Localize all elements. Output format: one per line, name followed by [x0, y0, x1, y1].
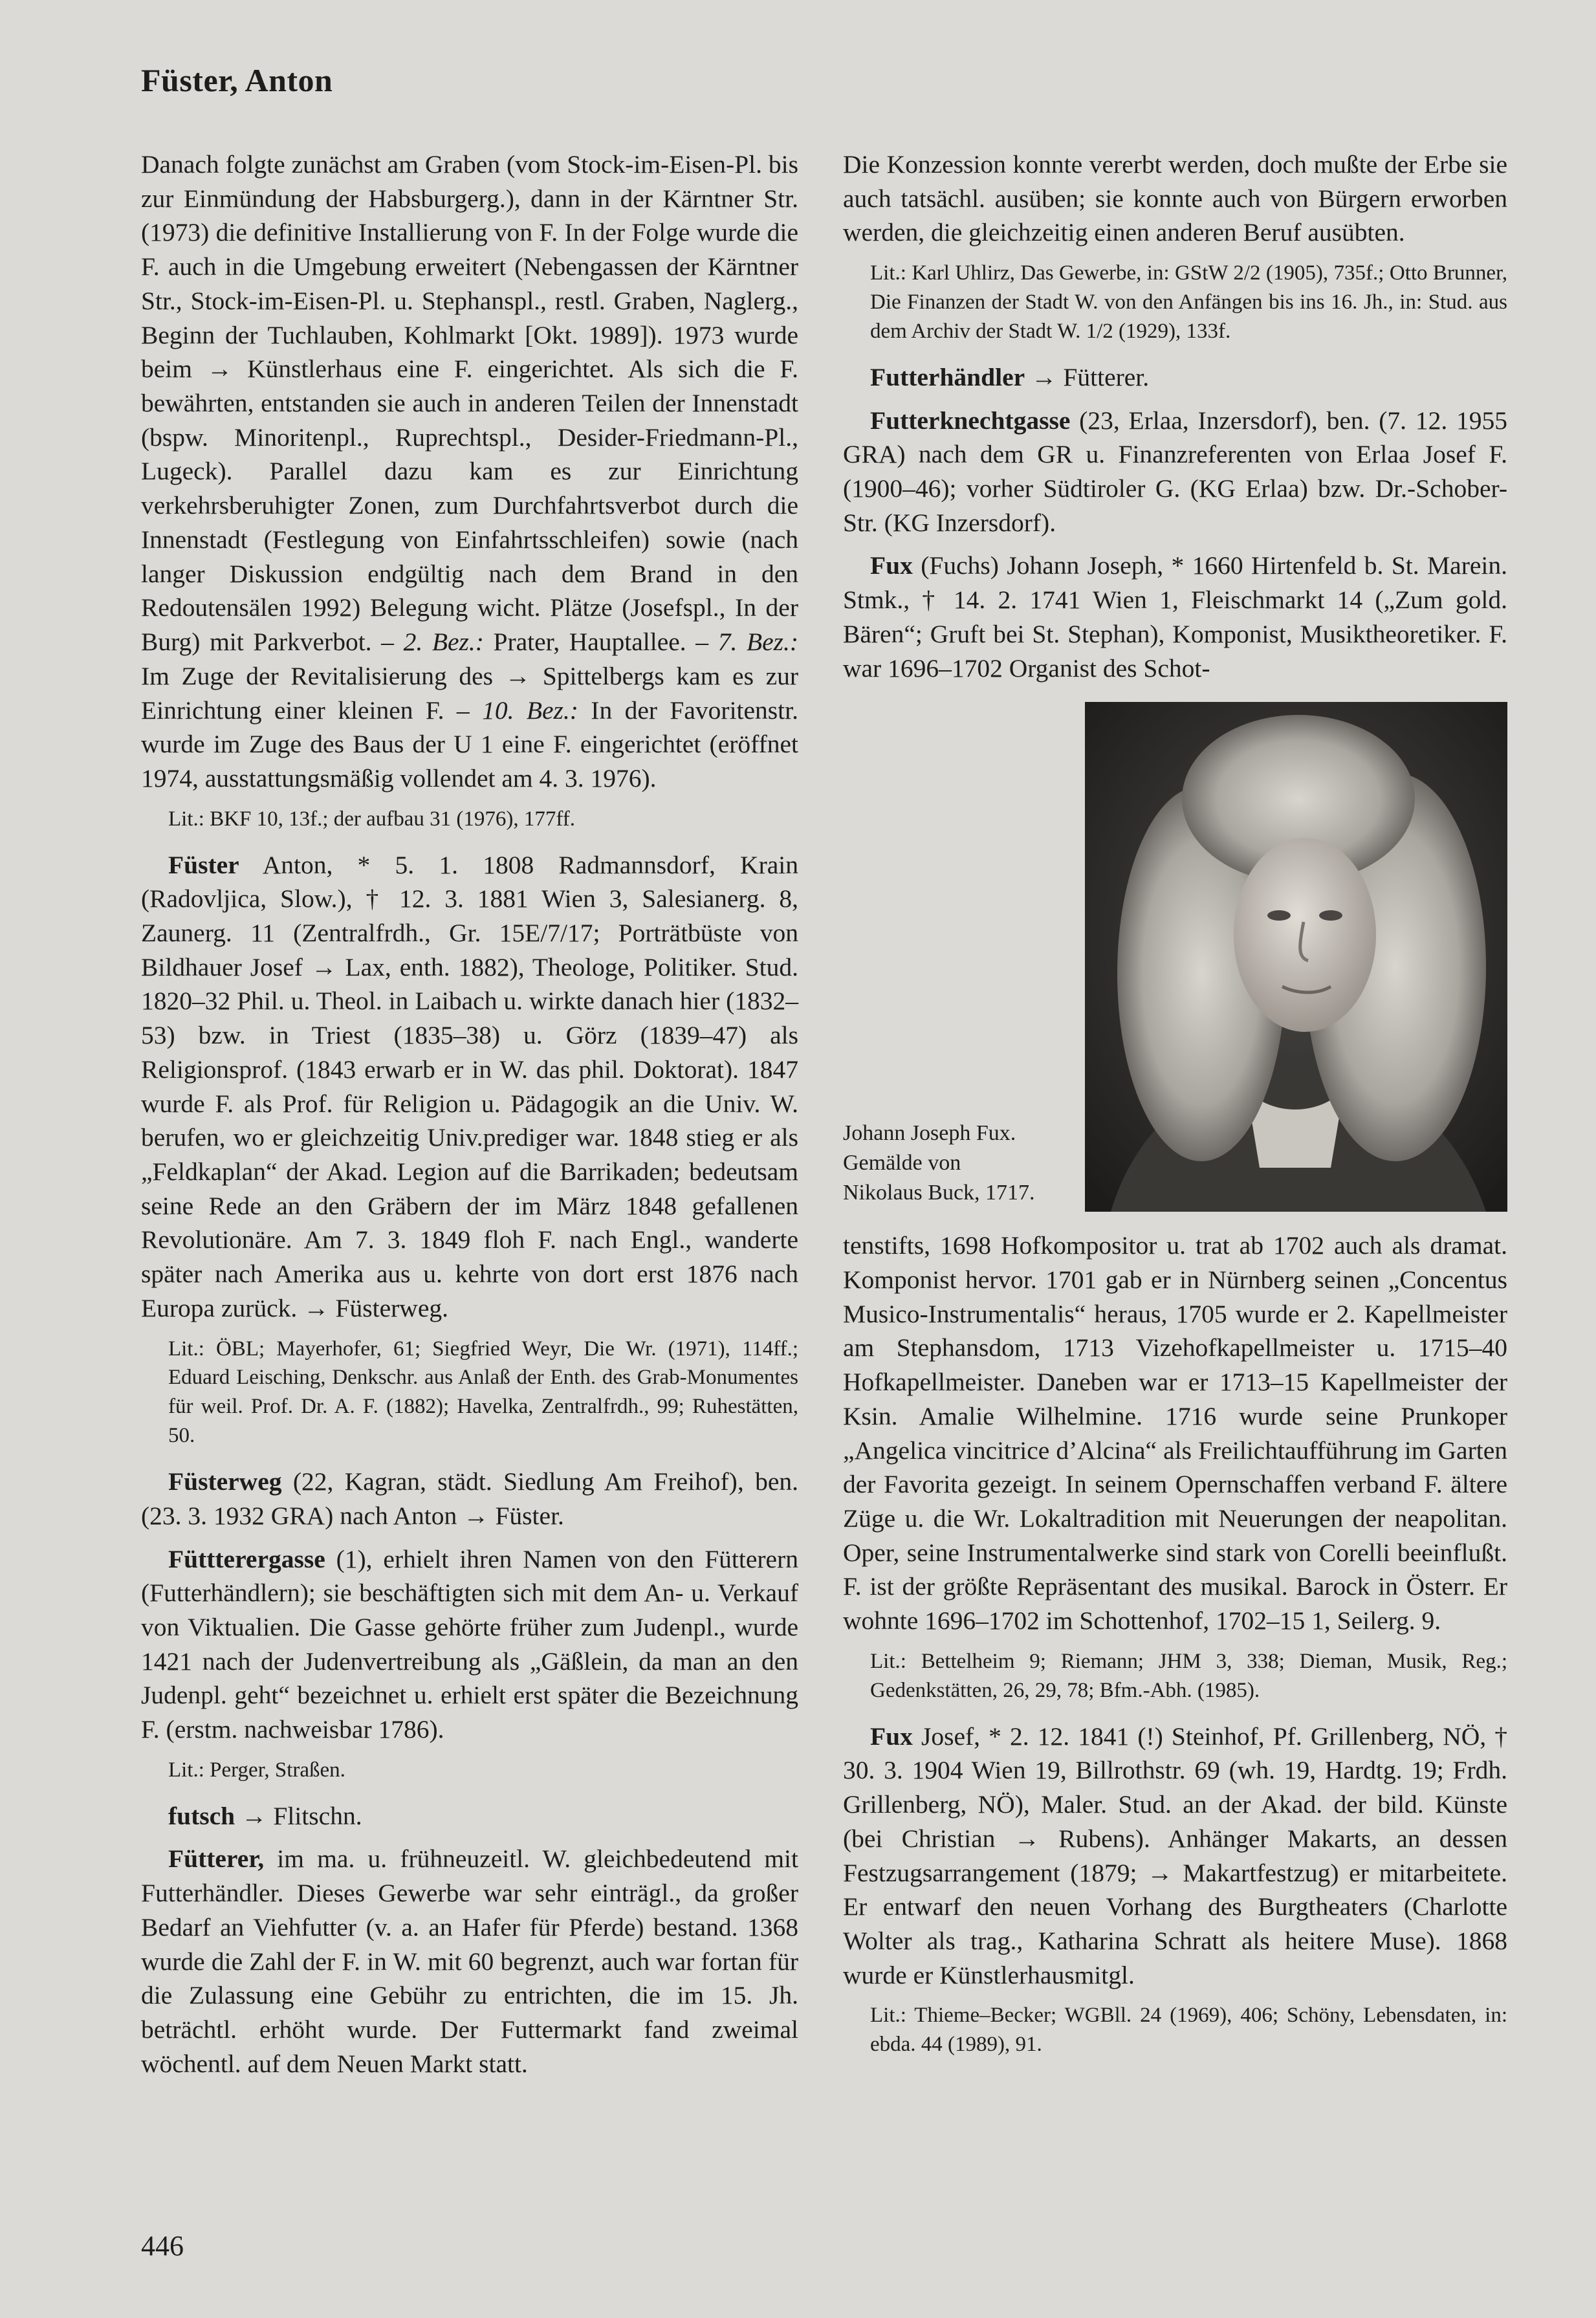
entry-fux-josef [843, 1720, 1507, 1993]
portrait-caption [843, 1119, 1073, 1212]
cross-ref-fuesterweg: Füsterweg [335, 1293, 443, 1322]
cross-ref-makartfestzug: Makartfestzug [1183, 1858, 1331, 1887]
text-run: im ma. u. frühneuzeitl. W. gleichbedeutend mit Futterhändler. Dieses Gewerbe war sehr einträgl., da großer Bedarf an Viehfutter (v. a. an Hafer für Pferde) bestand. 1368 wurde die Zahl der F. in W. mit 60 begrenzt, auch war fortan für die Zulassung eine Gebühr zu entrichten, die im 15. Jh. beträchtl. erhöht wurde. Der Futtermarkt fand zweimal wöchentl. auf dem Neuen Markt statt. [141, 1844, 798, 2078]
entry-futterhaendler [843, 360, 1507, 395]
fussgaengerzone-continuation [141, 148, 798, 796]
entry-fuetterer [141, 1842, 798, 2081]
cross-ref-arrow: → [463, 1501, 489, 1530]
text-run: eine F. eingerichtet. Als sich die F. bewährten, entstanden sie auch in anderen Teilen der Innenstadt (bspw. Minoritenpl., Ruprechtspl., Desider-Friedmann-Pl., Lugeck). Parallel dazu kam es zur Einrichtung verkehrsberuhigter Zonen, zum Durchfahrtsverbot durch die Innenstadt (Festlegung von Einfahrtsschleifen) sowie (nach langer Diskussion endgültig nach dem Brand in den Redoutensälen 1992) Belegung wicht. Plätze (Josefspl., In der Burg) mit Parkverbot. – [141, 355, 799, 657]
text-run: (23, Erlaa, Inzersdorf), ben. (7. 12. 1955 GRA) nach dem GR u. Finanzreferenten von Erlaa Josef F. (1900–46); vorher Südtiroler G. (KG Erlaa) bzw. Dr.-Schober-Str. (KG Inzersdorf). [843, 406, 1507, 537]
headword: Füttterergasse [168, 1544, 325, 1573]
caption-line: Johann Joseph Fux. [843, 1121, 1016, 1145]
headword: Füsterweg [168, 1467, 282, 1496]
cross-ref-rubens: Rubens [1058, 1824, 1135, 1853]
left-column [141, 148, 798, 2090]
text-run: Danach folgte zunächst am Graben (vom Stock-im-Eisen-Pl. bis zur Einmündung der Habsburgerg.), dann in der Kärntner Str. (1973) die definitive Installierung von F. In der Folge wurde die F. auch in die Umgebung erweitert (Nebengassen der Kärntner Str., Stock-im-Eisen-Pl. u. Stephanspl., restl. Graben, Naglerg., Beginn der Tuchlauben, Kohlmarkt [Okt. 1989]). 1973 wurde beim [141, 150, 798, 384]
text-run: , enth. 1882), Theologe, Politiker. Stud. 1820–32 Phil. u. Theol. in Laibach u. wirkte danach hier (1832–53) bzw. in Triest (1835–38) u. Görz (1839–47) als Religionsprof. (1843 erwarb er in W. das phil. Doktorat). 1847 wurde F. als Prof. für Religion u. Pädagogik an die Univ. W. berufen, wo er gleichzeitig Univ.prediger war. 1848 stieg er als „Feldkaplan“ der Akad. Legion auf die Barrikaden; bedeutsam seine Rede an den Gräbern der im März 1848 gefallenen Revolutionäre. Am 7. 3. 1849 floh F. nach Engl., wanderte später nach Amerika aus u. kehrte von dort erst 1876 nach Europa zurück. [141, 952, 798, 1322]
entry-fuester-anton [141, 848, 798, 1326]
text-run: ). Anhänger Makarts, an dessen Festzugsarrangement (1879; [843, 1824, 1508, 1887]
fux-johann-joseph-continuation: tenstifts, 1698 Hofkompositor u. trat ab 1702 auch als dramat. Komponist hervor. 1701 gab er in Nürnberg seinen „Concentus Musico-Instrumentalis“ heraus, 1705 wurde er 2. Kapellmeister am Stephansdom, 1713 Vizehofkapellmeister u. 1715–40 Hofkapellmeister. Daneben war er 1713–15 Kapellmeister der Ksin. Amalie Wilhelmine. 1716 wurde seine Prunkoper „Angelica vincitrice d’Alcina“ als Freilichtaufführung im Garten der Favorita gezeigt. In seinem Opernschaffen verband F. ältere Züge u. die Wr. Lokaltradition mit Neuerungen der neapolitan. Oper, seine Instrumentalwerke sind stark von Corelli beeinflußt. F. ist der größte Repräsentant des musikal. Barock in Österr. Er wohnte 1696–1702 im Schottenhof, 1702–15 1, Seilerg. 9. [843, 1231, 1507, 1635]
cross-ref-fuester: Füster [495, 1501, 558, 1530]
bezirk-label: 7. Bez.: [717, 628, 798, 657]
text-run: (22, Kagran, städt. Siedlung Am Freihof), ben. (23. 3. 1932 GRA) nach Anton [141, 1467, 798, 1530]
cross-ref-flitschn: Flitschn. [273, 1801, 362, 1830]
headword: Füster [168, 850, 239, 879]
cross-ref-arrow: → [505, 661, 531, 690]
headword: Fux [870, 1722, 913, 1751]
portrait-painting [1085, 702, 1507, 1212]
text-run: . [558, 1501, 564, 1530]
text-run: kam es zur Einrichtung einer kleinen F. – [141, 661, 799, 725]
cross-ref-arrow: → [241, 1801, 267, 1830]
cross-ref-arrow: → [303, 1293, 329, 1322]
right-column [843, 148, 1507, 2073]
cross-ref-arrow: → [1031, 362, 1057, 391]
text-run: In der Favoritenstr. wurde im Zuge des Baus der U 1 eine F. eingerichtet (eröffnet 1974, ausstattungsmäßig vollendet am 4. 3. 1976). [141, 695, 798, 793]
caption-line: Nikolaus Buck, 1717. [843, 1181, 1035, 1205]
literature-note: Lit.: Karl Uhlirz, Das Gewerbe, in: GStW 2/2 (1905), 735f.; Otto Brunner, Die Finanzen der Stadt W. von den Anfängen bis ins 16. Jh., in: Stud. aus dem Archiv der Stadt W. 1/2 (1929), 133f. [870, 261, 1507, 343]
bezirk-label: 10. Bez.: [482, 695, 578, 725]
literature-note: Lit.: ÖBL; Mayerhofer, 61; Siegfried Weyr, Die Wr. (1971), 114ff.; Eduard Leisching, Denkschr. aus Anlaß der Enth. des Grab-Monumentes für weil. Prof. Dr. A. F. (1882); Havelka, Zentralfrdh., 99; Ruhestätten, 50. [168, 1337, 798, 1448]
cross-ref-kuenstlerhaus: Künstlerhaus [247, 355, 382, 384]
entry-fuesterweg [141, 1465, 798, 1533]
portrait-image-fux [1085, 702, 1507, 1212]
cross-ref-arrow: → [206, 355, 233, 384]
headword: Futterhändler [870, 362, 1025, 391]
text-run: ) er mitarbeitete. Er entwarf den neuen Vorhang des Burgtheaters (Charlotte Wolter als trag., Katharina Schratt als heitere Muse). 1868 wurde er Künstlerhausmitgl. [843, 1858, 1508, 1989]
text-run: Josef, * 2. 12. 1841 (!) Steinhof, Pf. Grillenberg, NÖ, † 30. 3. 1904 Wien 19, Billrothstr. 69 (wh. 19, Hardtg. 19; Frdh. Grillenberg, NÖ), Maler. Stud. an der Akad. der bild. Künste (bei Christian [843, 1722, 1507, 1853]
caption-line: Gemälde von [843, 1150, 961, 1175]
text-run: . [442, 1293, 448, 1322]
fuetterer-continuation: Die Konzession konnte vererbt werden, doch mußte der Erbe sie auch tatsächl. ausüben; sie konnte auch von Bürgern erworben werden, die gleichzeitig einen anderen Beruf ausübten. [843, 150, 1507, 247]
text-run: (Fuchs) Johann Joseph, * 1660 Hirtenfeld b. St. Marein. Stmk., † 14. 2. 1741 Wien 1, Fleischmarkt 14 („Zum gold. Bären“; Gruft bei St. Stephan), Komponist, Musiktheoretiker. F. war 1696–1702 Organist des Schot- [843, 551, 1507, 683]
entry-fuettterergasse [141, 1542, 798, 1747]
literature-note: Lit.: BKF 10, 13f.; der aufbau 31 (1976), 177ff. [168, 807, 576, 831]
literature-note: Lit.: Thieme–Becker; WGBll. 24 (1969), 406; Schöny, Lebensdaten, in: ebda. 44 (1989), 91. [870, 2004, 1507, 2057]
running-head: Füster, Anton [141, 62, 333, 98]
entry-fux-johann-joseph [843, 549, 1507, 685]
text-run: Im Zuge der Revitalisierung des [141, 661, 505, 690]
headword: Fütterer, [168, 1844, 265, 1874]
literature-note: Lit.: Perger, Straßen. [168, 1758, 345, 1782]
cross-ref-spittelberg: Spittelbergs [542, 661, 664, 690]
headword: Fux [870, 551, 913, 580]
cross-ref-arrow: → [311, 952, 337, 981]
portrait-figure [843, 702, 1507, 1212]
text-run: Anton, * 5. 1. 1808 Radmannsdorf, Krain (Radovljica, Slow.), † 12. 3. 1881 Wien 3, Salesianerg. 8, Zaunerg. 11 (Zentralfrdh., Gr. 15E/7/17; Porträtbüste von Bildhauer Josef [141, 850, 798, 981]
headword: futsch [168, 1801, 235, 1830]
cross-ref-arrow: → [1014, 1824, 1040, 1853]
cross-ref-fuetterer: Fütterer. [1063, 362, 1150, 391]
entry-futsch [141, 1799, 798, 1833]
headword: Futterknechtgasse [870, 406, 1071, 435]
literature-note: Lit.: Bettelheim 9; Riemann; JHM 3, 338; Dieman, Musik, Reg.; Gedenkstätten, 26, 29, 78; Bfm.-Abh. (1985). [870, 1649, 1507, 1702]
text-run: (1), erhielt ihren Namen von den Fütterern (Futterhändlern); sie beschäftigten sich mit dem An- u. Verkauf von Viktualien. Die Gasse gehörte früher zum Judenpl., wurde 1421 nach der Judenvertreibung als „Gäßlein, da man an den Judenpl. geht“ bezeichnet u. erhielt erst später die Bezeichnung F. (erstm. nachweisbar 1786). [141, 1544, 798, 1744]
cross-ref-lax: Lax [345, 952, 385, 981]
bezirk-label: 2. Bez.: [403, 628, 484, 657]
page-number: 446 [141, 2230, 184, 2262]
entry-futterknechtgasse [843, 404, 1507, 540]
cross-ref-arrow: → [1147, 1858, 1173, 1887]
text-run: Prater, Hauptallee. – [483, 628, 718, 657]
